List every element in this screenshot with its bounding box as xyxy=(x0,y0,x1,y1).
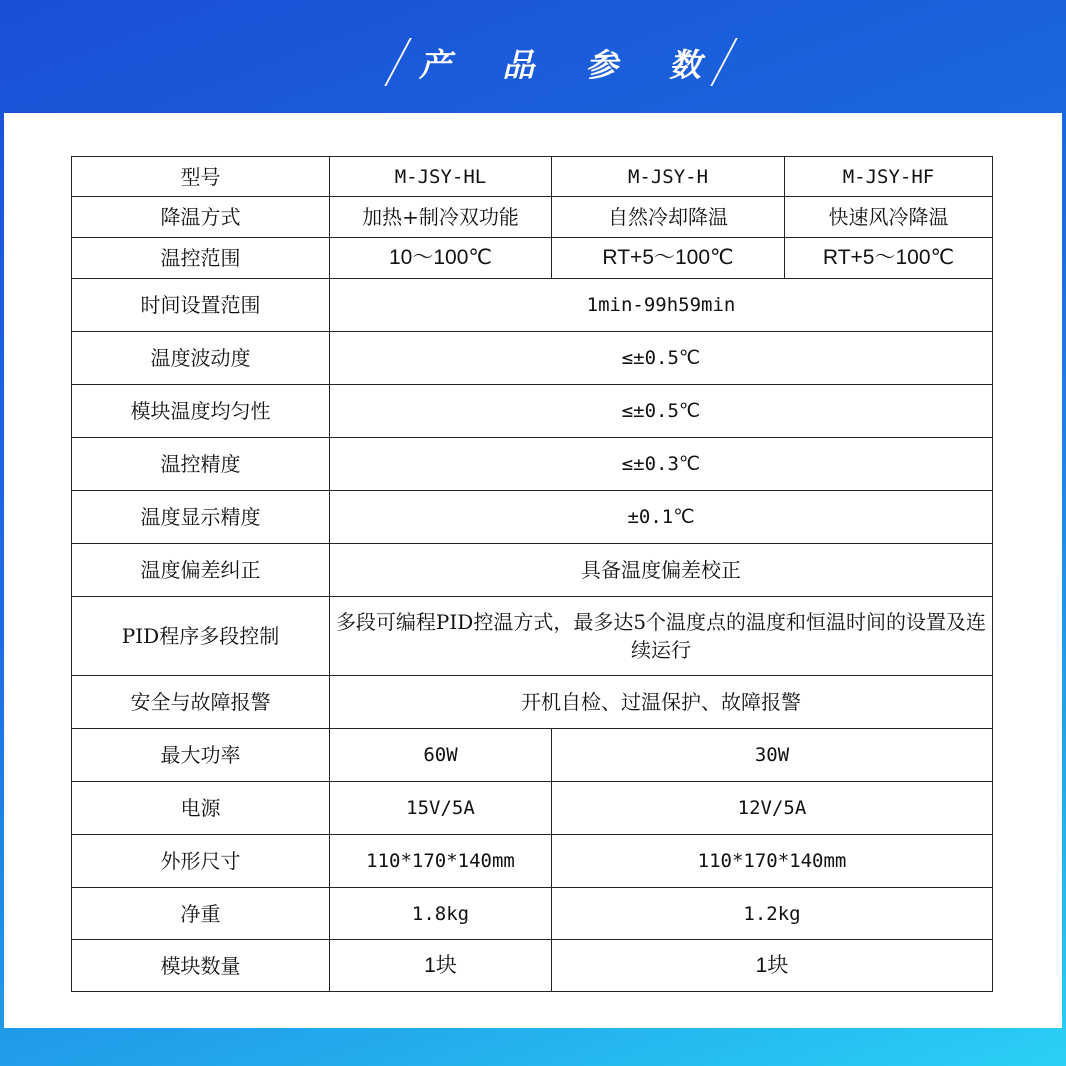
row-label: 温度显示精度 xyxy=(72,491,330,544)
value-cell: 具备温度偏差校正 xyxy=(330,544,993,597)
row-label: 安全与故障报警 xyxy=(72,676,330,729)
row-label: 时间设置范围 xyxy=(72,279,330,332)
table-row xyxy=(72,197,993,238)
value-cell: ≤±0.3℃ xyxy=(330,438,993,491)
row-label: 温度波动度 xyxy=(72,332,330,385)
table-row xyxy=(72,385,993,438)
table-row xyxy=(72,544,993,597)
value-cell: 1块 xyxy=(330,940,552,992)
row-label: 外形尺寸 xyxy=(72,835,330,888)
value-cell: 1.2kg xyxy=(552,888,993,940)
value-cell: 30W xyxy=(552,729,993,782)
row-label: 型号 xyxy=(72,157,330,197)
value-cell: 110*170*140mm xyxy=(330,835,552,888)
row-label: 电源 xyxy=(72,782,330,835)
table-row xyxy=(72,676,993,729)
value-cell: 60W xyxy=(330,729,552,782)
value-cell: 开机自检、过温保护、故障报警 xyxy=(330,676,993,729)
row-label: 温控范围 xyxy=(72,238,330,279)
row-label: 降温方式 xyxy=(72,197,330,238)
model-cell: M-JSY-HL xyxy=(330,157,552,197)
table-row xyxy=(72,888,993,940)
header-banner xyxy=(0,0,1066,112)
title-char: 参 xyxy=(585,46,620,84)
row-label: 净重 xyxy=(72,888,330,940)
row-label: 模块数量 xyxy=(72,940,330,992)
table-row xyxy=(72,157,993,197)
title-char: 产 xyxy=(419,46,454,84)
table-row xyxy=(72,238,993,279)
title-char: 品 xyxy=(502,46,537,84)
value-cell: 15V/5A xyxy=(330,782,552,835)
row-label: 温度偏差纠正 xyxy=(72,544,330,597)
table-row xyxy=(72,279,993,332)
value-cell: 1块 xyxy=(552,940,993,992)
table-row xyxy=(72,940,993,992)
row-label: 最大功率 xyxy=(72,729,330,782)
table-row xyxy=(72,332,993,385)
table-row xyxy=(72,782,993,835)
table-row xyxy=(72,438,993,491)
table-row xyxy=(72,729,993,782)
value-cell: ±0.1℃ xyxy=(330,491,993,544)
value-cell: RT+5～100℃ xyxy=(552,238,785,279)
title-char: 数 xyxy=(668,46,703,84)
value-cell: 自然冷却降温 xyxy=(552,197,785,238)
table-row xyxy=(72,835,993,888)
value-cell: 110*170*140mm xyxy=(552,835,993,888)
model-cell: M-JSY-HF xyxy=(785,157,993,197)
value-cell: ≤±0.5℃ xyxy=(330,385,993,438)
title-left-slash xyxy=(384,38,412,86)
value-cell: 快速风冷降温 xyxy=(785,197,993,238)
table-row xyxy=(72,491,993,544)
spec-table xyxy=(71,156,993,992)
value-cell: 1min-99h59min xyxy=(330,279,993,332)
row-label: 温控精度 xyxy=(72,438,330,491)
model-cell: M-JSY-H xyxy=(552,157,785,197)
value-cell: 10～100℃ xyxy=(330,238,552,279)
row-label: PID程序多段控制 xyxy=(72,597,330,676)
value-cell: RT+5～100℃ xyxy=(785,238,993,279)
page-title xyxy=(383,34,739,88)
value-cell: 加热+制冷双功能 xyxy=(330,197,552,238)
value-cell: 12V/5A xyxy=(552,782,993,835)
value-cell: 多段可编程PID控温方式，最多达5个温度点的温度和恒温时间的设置及连续运行 xyxy=(330,597,993,676)
value-cell: ≤±0.5℃ xyxy=(330,332,993,385)
title-right-slash xyxy=(710,38,738,86)
table-row xyxy=(72,597,993,676)
row-label: 模块温度均匀性 xyxy=(72,385,330,438)
value-cell: 1.8kg xyxy=(330,888,552,940)
